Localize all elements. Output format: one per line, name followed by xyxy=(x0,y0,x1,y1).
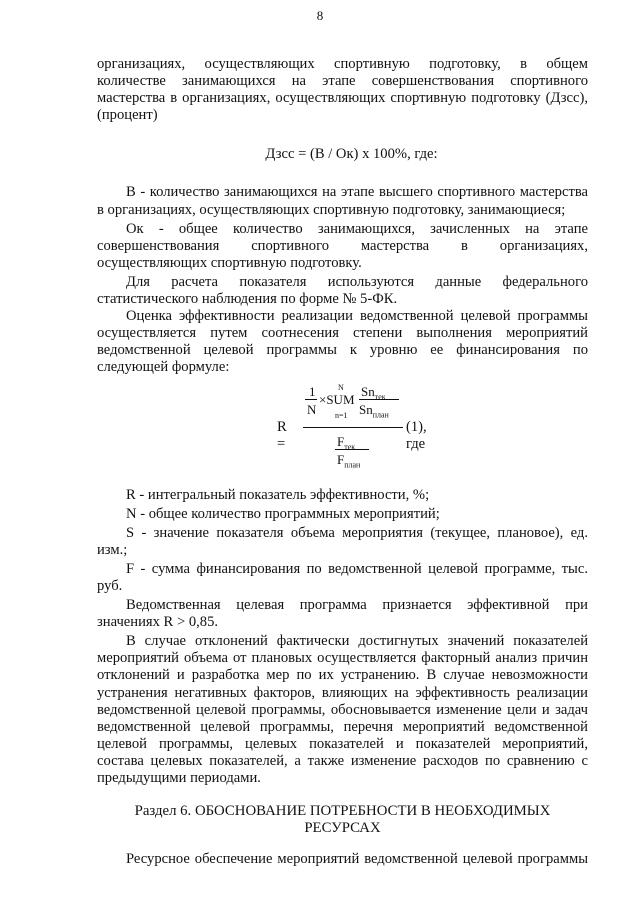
text-line: количестве занимающихся на этапе совершенствования спортивного xyxy=(97,73,588,90)
text-line: в организациях, осуществляющих спортивную подготовку, занимающиеся; xyxy=(97,201,566,218)
text-line: значениях R > 0,85. xyxy=(97,614,219,631)
text-line: ведомственной целевой программы, перечня мероприятий ведомственной xyxy=(97,718,588,735)
section-heading xyxy=(97,803,588,837)
text-line: В - количество занимающихся на этапе высшего спортивного мастерства xyxy=(126,184,588,201)
text-line: F - сумма финансирования по ведомственной целевой программе, тыс. xyxy=(126,560,588,577)
definition-n: N - общее количество программных мероприятий; xyxy=(126,505,440,522)
formula-efficiency xyxy=(97,377,588,487)
paragraph-ok-definition xyxy=(97,221,588,272)
paragraph-statistics xyxy=(97,274,588,308)
text-line: организациях, осуществляющих спортивную подготовку, в общем xyxy=(97,56,588,72)
heading-line: Раздел 6. ОБОСНОВАНИЕ ПОТРЕБНОСТИ В НЕОБХОДИМЫХ xyxy=(134,803,551,820)
text-line: совершенствования спортивного мастерства в организациях, xyxy=(97,237,588,254)
text-line: S - значение показателя объема мероприятия (текущее, плановое), ед. xyxy=(126,524,588,541)
text-line: руб. xyxy=(97,577,123,594)
text-line: мастерства в организациях, осуществляющих спортивную подготовку (Дзсс), xyxy=(97,90,588,107)
text-line: предыдущими периодами. xyxy=(97,770,261,786)
page-number: 8 xyxy=(316,8,324,23)
text-line: Для расчета показателя используются данные федерального xyxy=(126,273,588,290)
text-line: целевой программы, целевых показателей и показателей мероприятий, xyxy=(97,735,588,752)
formula-sum-top: N xyxy=(338,382,344,392)
definition-s xyxy=(97,525,588,559)
fraction-line xyxy=(359,399,399,400)
text-line: (процент) xyxy=(97,107,158,124)
paragraph-deviations xyxy=(97,633,588,787)
paragraph-resources: Ресурсное обеспечение мероприятий ведомственной целевой программы xyxy=(126,851,588,868)
text-line: статистического наблюдения по форме № 5-ФК. xyxy=(97,291,398,308)
text-line: изм.; xyxy=(97,541,128,558)
formula-lhs: R = xyxy=(277,418,287,452)
text-line: Ведомственная целевая программа признается эффективной при xyxy=(126,597,588,614)
formula-f-tek: $F_{тек}$ xyxy=(337,433,356,452)
text-line: В случае отклонений фактически достигнутых значений показателей xyxy=(126,633,588,650)
paragraph-effective xyxy=(97,597,588,631)
definition-r: R - интегральный показатель эффективности, %; xyxy=(126,486,430,503)
paragraph-evaluation xyxy=(97,308,588,376)
formula-n: N xyxy=(307,401,317,417)
text-line: ведомственной целевой программы, обосновывается изменение цели и задач xyxy=(97,701,588,718)
text-line: осуществляющих спортивную подготовку. xyxy=(97,254,362,271)
text-line: осуществляется путем соотнесения степени выполнения мероприятий xyxy=(97,325,588,342)
formula-times-sum: ×SUM xyxy=(319,391,355,407)
fraction-line xyxy=(305,399,317,400)
text-line: Оценка эффективности реализации ведомственной целевой программы xyxy=(126,308,588,325)
formula-f-plan: $F_{план}$ xyxy=(337,451,361,470)
definition-f xyxy=(97,561,588,595)
main-fraction-line xyxy=(303,427,403,428)
formula-sum-bottom: n=1 xyxy=(335,410,348,420)
formula-sn-plan: $Sn_{план}$ xyxy=(359,401,389,420)
text-line: устранения негативных факторов, влияющих на эффективность реализации xyxy=(97,684,588,701)
paragraph-b-definition xyxy=(97,184,588,218)
text-line: Ок - общее количество занимающихся, зачисленных на этапе xyxy=(126,220,588,237)
formula-one: 1 xyxy=(309,383,316,399)
fraction-line xyxy=(335,449,369,450)
heading-line: РЕСУРСАХ xyxy=(304,820,381,837)
formula-tail: (1), где xyxy=(406,418,427,452)
formula-sn-tek: $Sn_{тек}$ xyxy=(361,383,386,402)
text-line: следующей формуле: xyxy=(97,359,230,376)
paragraph-share-indicator xyxy=(97,56,588,124)
formula-dzss: Дзсс = (В / Ок) х 100%, где: xyxy=(265,146,438,163)
text-line: состава целевых показателей, а также изменение расходов по сравнению с xyxy=(97,752,588,769)
text-line: мероприятий объема от плановых осуществляется факторный анализ причин xyxy=(97,650,588,667)
page-body xyxy=(97,56,588,868)
text-line: отклонений и разработка мер по их устранению. В случае невозможности xyxy=(97,667,588,684)
text-line: ведомственной целевой программы к уровню ее финансирования по xyxy=(97,342,588,359)
